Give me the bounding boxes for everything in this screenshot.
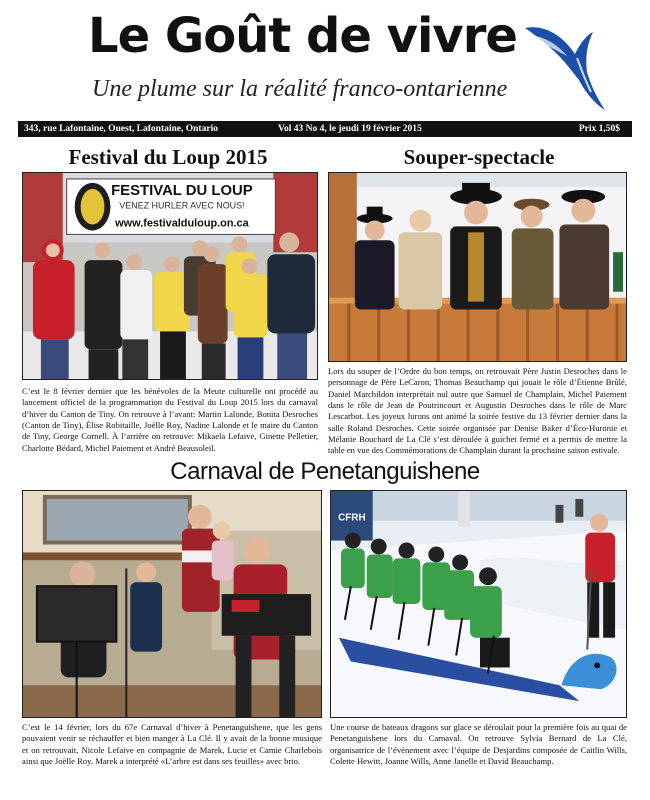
newspaper-title: Le Goût de vivre [88, 8, 517, 64]
publication-address: 343, rue Lafontaine, Ouest, Lafontaine, Ontario [24, 124, 218, 134]
dragon-boat-caption: Une course de bateaux dragons sur glace se déroulait pour la première fois au quai de Penetanguishene lors du Carnaval. On retrouve Sylvia Bernard de La Clé, organisatrice de l’événement avec l’équipe de Desjardins composée de Caitlin Wills, Colette Hewitt, Joanne Wills, Anne Janelle et David Beauchamp. [330, 722, 627, 767]
newspaper-subtitle: Une plume sur la réalité franco-ontarienne [92, 76, 508, 102]
festival-photo [22, 172, 318, 380]
masthead [0, 0, 650, 118]
headline-souper: Souper-spectacle [403, 145, 555, 169]
headline-festival: Festival du Loup 2015 [68, 145, 268, 169]
carnaval-music-caption: C’est le 14 février, lors du 67e Carnaval d’hiver à Penetanguishene, que les gens pouvaient venir se réchauffer et bien manger à La Clé. Il y avait de la bonne musique et on retrouvait, Nicole Lefaive en compagnie de Marek, Lucie et Camie Charlebois ainsi que Joëlle Roy. Marek a interprété «L’arbre est dans ses feuilles» avec brio. [22, 722, 322, 767]
headline-carnaval: Carnaval de Penetanguishene [170, 458, 480, 485]
souper-photo [328, 172, 627, 362]
banner-title: FESTIVAL DU LOUP [111, 182, 253, 199]
issue-volume: Vol 43 No 4, le jeudi 19 février 2015 [277, 124, 422, 134]
dragon-boat-photo [330, 490, 627, 718]
radio-sign-text: CFRH [338, 512, 366, 524]
seagull-icon [515, 6, 610, 116]
issue-price: Prix 1,50$ [578, 124, 620, 134]
souper-caption: Lors du souper de l’Ordre du bon temps, on retrouvait Père Justin Desroches dans le personnage de Père LeCaron, Thomas Beauchamp qui jouait le rôle d’Étienne Brûlé, Daniel Marchildon interprétait nul autre que Samuel de Champlain, Michel Paiement dans le rôle de Jean de Poutrincourt et Augustin Desroches dans le rôle de Marc Lescarbot. Les joyeux lurons ont animé la soirée festive du 13 février dernier dans la salle Roland Desroches. Cette soirée organisée par Denise Baker d’Éco-Huronie et Mélanie Bouchard de La Clé s’est déroulée à guichet fermé et a permis de mettre la table en vue des Commémorations de Champlain durant la prochaine saison estivale. [328, 366, 627, 456]
carnaval-music-photo [22, 490, 322, 718]
banner-slogan: VENEZ HURLER AVEC NOUS! [119, 200, 245, 211]
info-bar [18, 121, 632, 137]
festival-caption: C’est le 8 février dernier que les bénévoles de la Meute culturelle ont procédé au lancement officiel de la programmation du Festival du Loup 2015 lors du carnaval d’hiver du Canton de Tiny. On retrouve à l’avant: Martin Lalonde, Bonita Desroches (Canton de Tiny), Élise Robitaille, Joëlle Roy, Nadine Lalonde et le maire du Canton de Tiny, George Cornell. À l’arrière on retrouve: Mikaela Lefaive, Ginette Pelletier, Charlotte Bédard, Michel Paiement et André Beausoleil. [22, 386, 318, 453]
banner-url: www.festivalduloup.on.ca [115, 217, 249, 230]
